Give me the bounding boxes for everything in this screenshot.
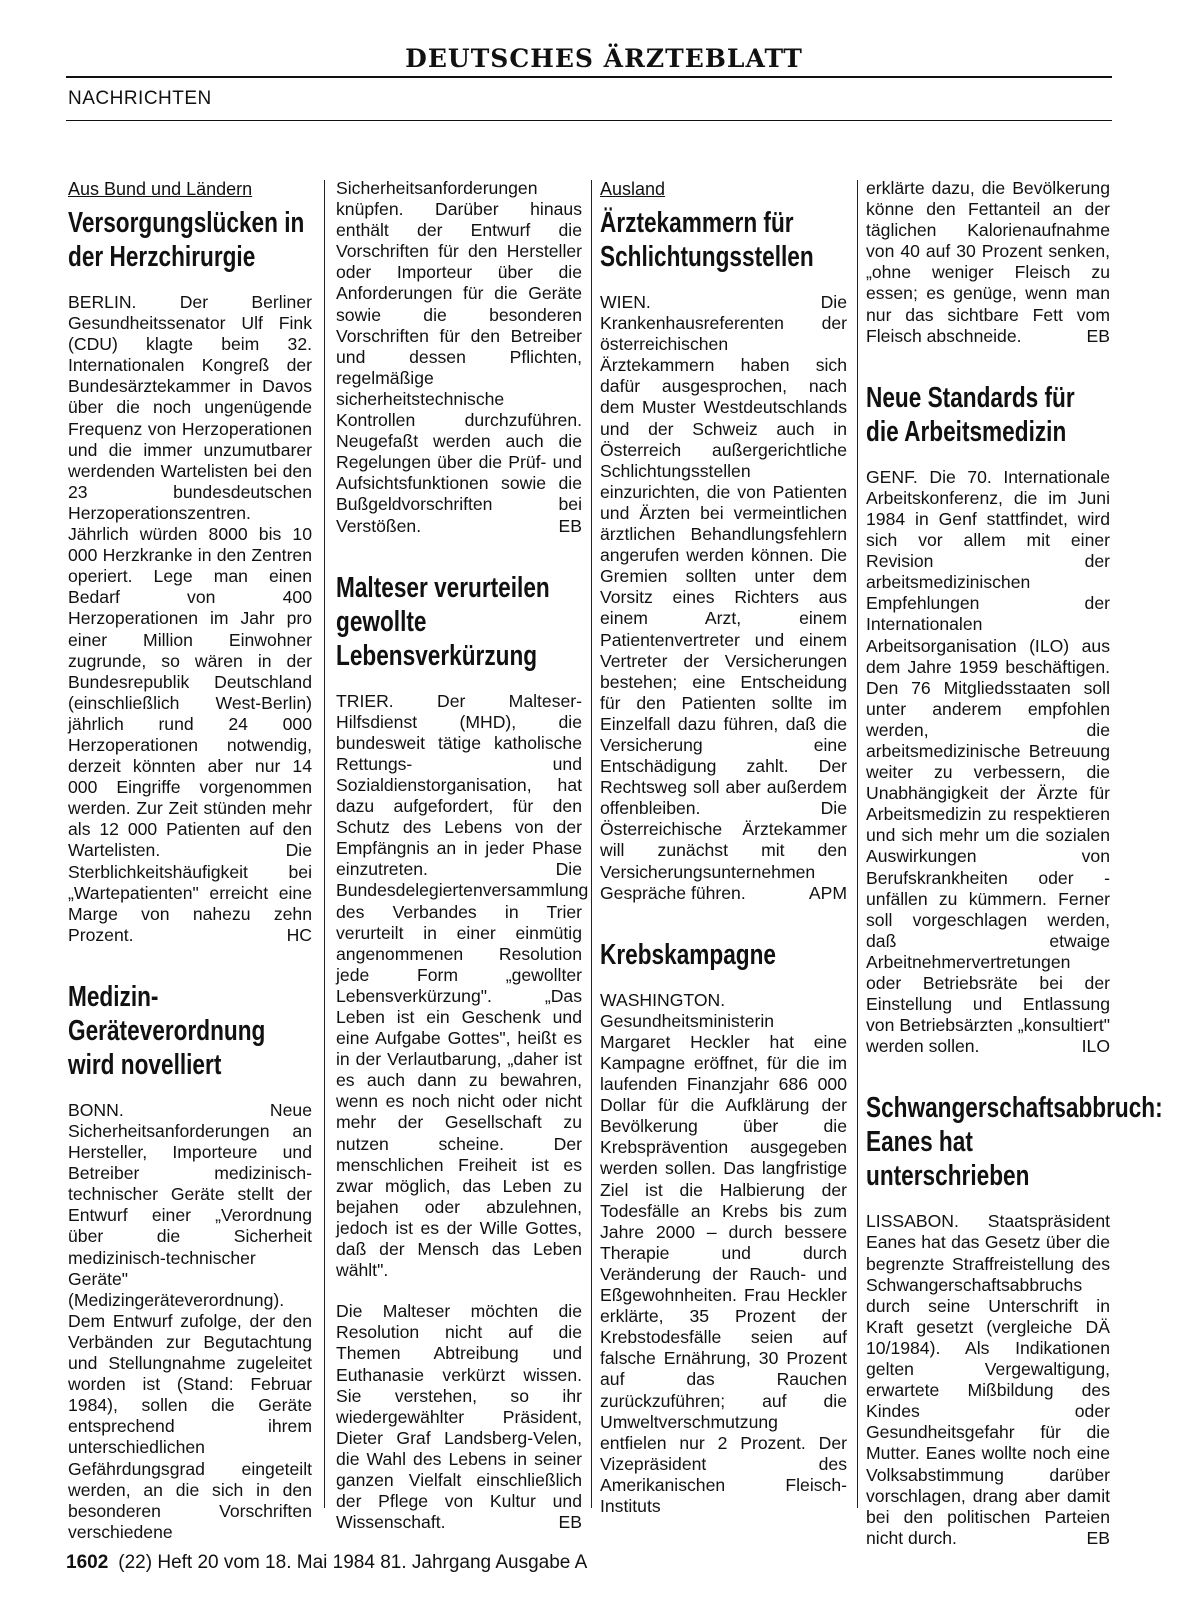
article-title: Versorgungslücken in der Herzchirurgie <box>68 207 305 273</box>
article-body: erklärte dazu, die Bevölkerung könne den Fettanteil an der täglichen Kalorienaufnahme von 40 auf 30 Prozent senken, „ohne weniger Fleisch zu essen; es genüge, wenn man nur das sichtbare Fett vom Fleisch abschneide. EB <box>866 178 1110 346</box>
issue-line: (22) Heft 20 vom 18. Mai 1984 81. Jahrgang Ausgabe A <box>118 1552 588 1573</box>
page-footer <box>66 1552 587 1574</box>
article-body: GENF. Die 70. Internationale Arbeitskonferenz, die im Juni 1984 in Genf stattfindet, wird sich vor allem mit einer Revision der arbeitsmedizinischen Empfehlungen der Internationalen Arbeitsorganisation (ILO) aus dem Jahre 1959 beschäftigen. Den 76 Mitgliedsstaaten soll unter anderem empfohlen werden, die arbeitsmedizinische Betreuung weiter zu verbessern, die Unabhängigkeit der Ärzte für Arbeitsmedizin zu respektieren und sich mehr um die sozialen Auswirkungen von Berufskrankheiten oder -unfällen zu kümmern. Ferner soll vorgeschlagen werden, daß etwaige Arbeitnehmervertretungen oder Betriebsräte bei der Einstellung und Entlassung von Betriebsärzten „konsultiert" werden sollen. ILO <box>866 466 1110 1057</box>
column-3 <box>600 178 847 1516</box>
article-title: Schwangerschaftsabbruch: Eanes hat unterschrieben <box>866 1092 1163 1193</box>
author-sig: EB <box>1086 1527 1110 1548</box>
article-body: WASHINGTON. Gesundheitsministerin Margaret Heckler hat eine Kampagne eröffnet, für die im laufenden Finanzjahr 686 000 Dollar für die Aufklärung der Bevölkerung über die Krebsprävention ausgegeben werden sollen. Das langfristige Ziel ist die Halbierung der Todesfälle an Krebs bis zum Jahre 2000 – durch bessere Therapie und durch Veränderung der Rauch- und Eßgewohnheiten. Frau Heckler erklärte, 35 Prozent der Krebstodesfälle seien auf falsche Ernährung, 30 Prozent auf das Rauchen zurückzuführen; auf die Umweltverschmutzung entfielen nur 2 Prozent. Der Vizepräsident des Amerikanischen Fleisch-Instituts <box>600 989 847 1516</box>
article-body: TRIER. Der Malteser-Hilfsdienst (MHD), die bundesweit tätige katholische Rettungs- und Sozialdienstorganisation, hat dazu aufgefordert, für den Schutz des Lebens von der Empfängnis an in jeder Phase einzutreten. Die Bundesdelegiertenversammlung des Verbandes in Trier verurteilt in einer einmütig angenommenen Resolution jede Form „gewollter Lebensverkürzung". „Das Leben ist ein Geschenk und eine Aufgabe Gottes", heißt es in der Verlautbarung, „daher ist es auch dann zu bewahren, wenn es noch nicht oder nicht mehr der Gesellschaft zu nutzen scheine. Der menschlichen Freiheit ist es zwar möglich, das Leben zu bejahen oder abzulehnen, jedoch ist es der Wille Gottes, daß der Mensch das Leben wählt". <box>336 690 589 1281</box>
article-body: WIEN. Die Krankenhausreferenten der österreichischen Ärztekammern haben sich dafür ausgesprochen, nach dem Muster Westdeutschlands und der Schweiz auch in Österreich außergerichtliche Schlichtungsstellen einzurichten, die von Patienten und Ärzten bei vermeintlichen ärztlichen Behandlungsfehlern angerufen werden können. Die Gremien sollten unter dem Vorsitz eines Richters aus einem Arzt, einem Patientenvertreter und einem Vertreter der Versicherungen bestehen; eine Entscheidung für den Patienten sollte im Einzelfall dazu führen, daß die Versicherung eine Entschädigung zahlt. Der Rechtsweg soll aber außerdem offenbleiben. Die Österreichische Ärztekammer will zunächst mit den Versicherungsunternehmen Gespräche führen. APM <box>600 292 847 903</box>
column-rule <box>324 180 325 1508</box>
article-title: Malteser verurteilen gewollte Lebensverkürzung <box>336 571 550 672</box>
article-title: Neue Standards für die Arbeitsmedizin <box>866 381 1075 448</box>
author-sig: HC <box>286 924 312 945</box>
column-1 <box>68 178 312 1542</box>
section-rule <box>66 120 1112 121</box>
column-rule <box>857 180 858 1508</box>
article-title: Ärztekammern für Schlichtungsstellen <box>600 207 814 273</box>
article-body: Die Malteser möchten die Resolution nicht auf die Themen Abtreibung und Euthanasie verkürzt wissen. Sie verstehen, so ihr wiedergewählter Präsident, Dieter Graf Landsberg-Velen, die Wahl des Lebens in seiner ganzen Vielfalt einschließlich der Pflege von Kultur und Wissenschaft. EB <box>336 1301 582 1533</box>
article-title: Medizin-Geräteverordnung wird novelliert <box>68 980 266 1081</box>
kicker: Aus Bund und Ländern <box>68 179 253 199</box>
author-sig: EB <box>558 1512 582 1533</box>
article-body: Sicherheitsanforderungen knüpfen. Darüber hinaus enthält der Entwurf die Vorschriften für den Hersteller oder Importeur über die Anforderungen für die Geräte sowie die besonderen Vorschriften für den Betreiber und dessen Pflichten, regelmäßige sicherheitstechnische Kontrollen durchzuführen. Neugefaßt werden auch die Regelungen über die Prüf- und Aufsichtsfunktionen sowie die Bußgeldvorschriften bei Verstößen. EB <box>336 178 582 536</box>
author-sig: ILO <box>1081 1036 1110 1057</box>
column-2 <box>336 178 589 1533</box>
article-body: LISSABON. Staatspräsident Eanes hat das Gesetz über die begrenzte Straffreistellung des Schwangerschaftsabbruchs durch seine Unterschrift in Kraft gesetzt (vergleiche DÄ 10/1984). Als Indikationen gelten Vergewaltigung, erwartete Mißbildung des Kindes oder Gesundheitsgefahr für die Mutter. Eanes wollte noch eine Volksabstimmung darüber vorschlagen, drang aber damit bei den politischen Parteien nicht durch. EB <box>866 1211 1110 1548</box>
masthead: DEUTSCHES ÄRZTEBLATT <box>405 44 803 73</box>
article-body: BONN. Neue Sicherheitsanforderungen an Hersteller, Importeure und Betreiber medizinisch-technischer Geräte stellt der Entwurf einer „Verordnung über die Sicherheit medizinisch-technischer Geräte" (Medizingeräteverordnung). Dem Entwurf zufolge, der den Verbänden zur Begutachtung und Stellungnahme zugeleitet worden ist (Stand: Februar 1984), sollen die Geräte entsprechend ihrem unterschiedlichen Gefährdungsgrad eingeteilt werden, an die sich in den besonderen Vorschriften verschiedene <box>68 1099 312 1542</box>
column-rule <box>591 180 592 1508</box>
author-sig: EB <box>1086 325 1110 346</box>
article-title: Krebskampagne <box>600 938 777 971</box>
section-label: NACHRICHTEN <box>68 88 212 109</box>
column-4 <box>866 178 1163 1548</box>
page-number: 1602 <box>66 1552 109 1573</box>
author-sig: EB <box>558 515 582 536</box>
author-sig: APM <box>808 882 847 903</box>
kicker: Ausland <box>600 179 666 199</box>
masthead-rule <box>66 76 1112 78</box>
article-body: BERLIN. Der Berliner Gesundheitssenator Ulf Fink (CDU) klagte beim 32. Internationalen Kongreß der Bundesärztekammer in Davos über die noch ungenügende Frequenz von Herzoperationen und die immer unzumutbarer werdenden Wartelisten bei den 23 bundesdeutschen Herzoperationszentren. Jährlich würden 8000 bis 10 000 Herzkranke in den Zentren operiert. Lege man einen Bedarf von 400 Herzoperationen im Jahr pro einer Million Einwohner zugrunde, so wären in der Bundesrepublik Deutschland (einschließlich West-Berlin) jährlich rund 24 000 Herzoperationen notwendig, derzeit könnten aber nur 14 000 Eingriffe vorgenommen werden. Zur Zeit stünden mehr als 12 000 Patienten auf den Wartelisten. Die Sterblichkeitshäufigkeit bei „Wartepatienten" erreicht eine Marge von nahezu zehn Prozent. HC <box>68 292 312 945</box>
